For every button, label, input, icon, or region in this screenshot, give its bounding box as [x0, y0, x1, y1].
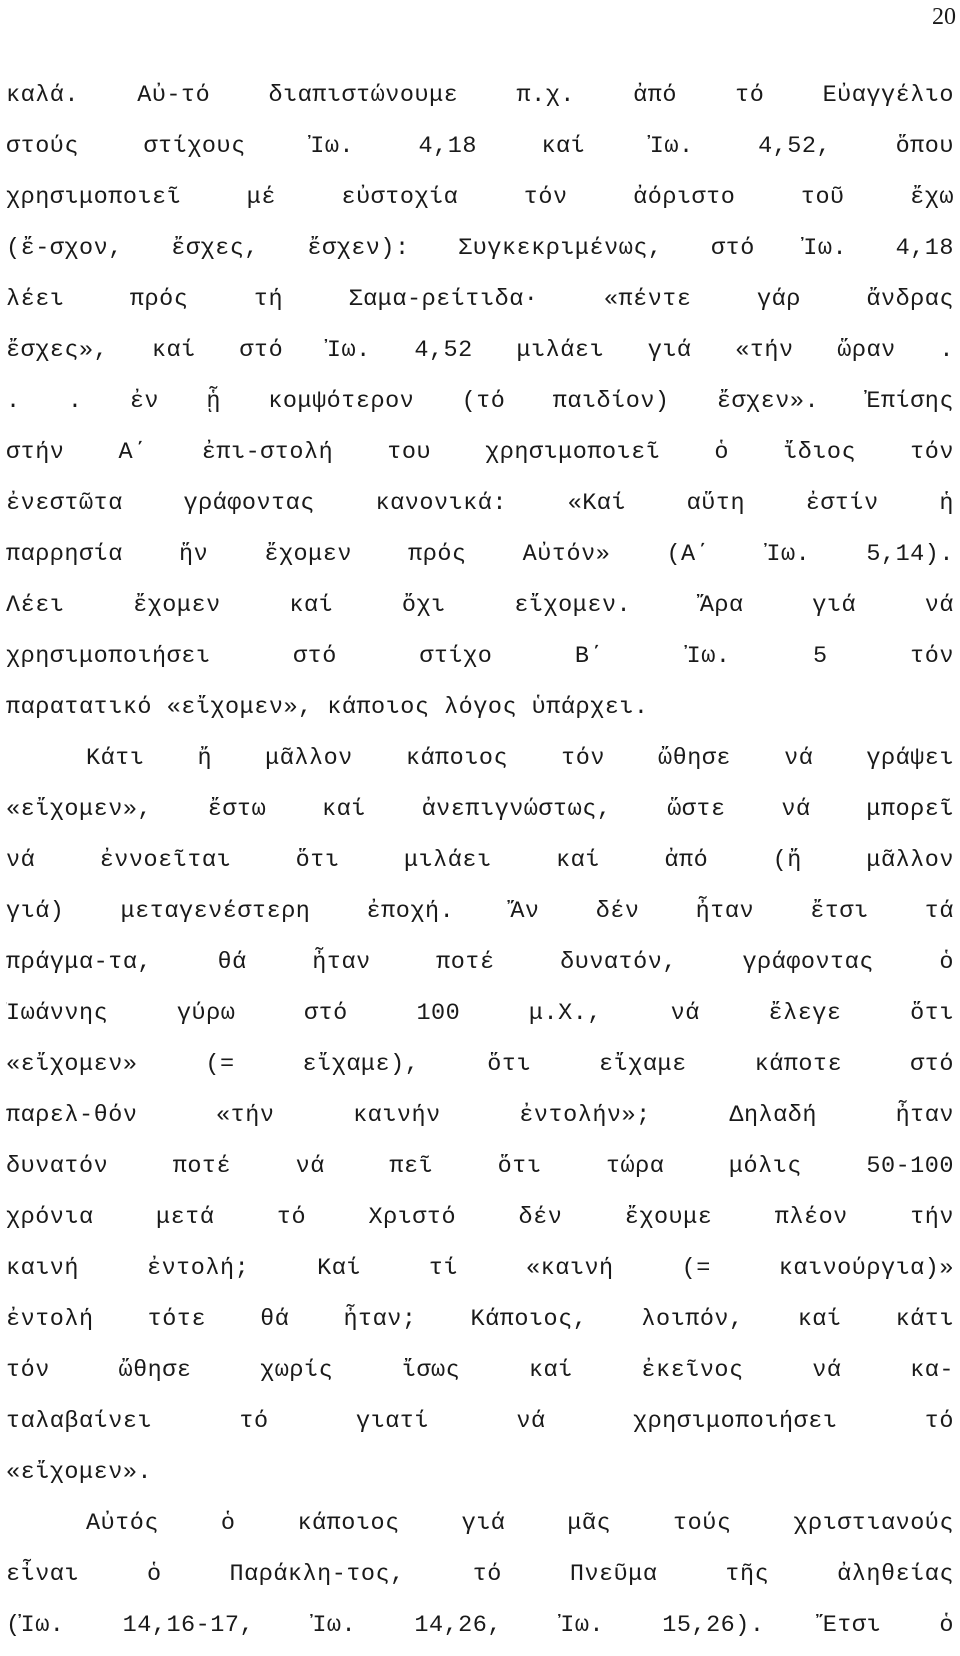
text-line: εἶναι ὁ Παράκλη-τος, τό Πνεῦμα τῆς ἀληθείας	[6, 1561, 954, 1588]
text-line: παρελ-θόν «τήν καινήν ἐντολήν»; Δηλαδή ἦταν	[6, 1102, 954, 1129]
text-line: γιά) μεταγενέστερη ἐποχή. Ἄν δέν ἦταν ἔτσι τά	[6, 898, 954, 925]
text-line: ταλαβαίνει τό γιατί νά χρησιμοποιήσει τό	[6, 1408, 954, 1435]
text-line: «εἴχομεν».	[6, 1459, 153, 1486]
text-line: Κάτι ἤ μᾶλλον κάποιος τόν ὤθησε νά γράψει	[86, 745, 954, 772]
text-line: «εἴχομεν» (= εἴχαμε), ὅτι εἴχαμε κάποτε στό	[6, 1051, 954, 1078]
text-line: χρησιμοποιεῖ μέ εὐστοχία τόν ἀόριστο τοῦ ἔχω	[6, 184, 954, 211]
text-line: χρόνια μετά τό Χριστό δέν ἔχουμε πλέον τήν	[6, 1204, 954, 1231]
text-line: (ἔ-σχον, ἔσχες, ἔσχεν): Συγκεκριμένως, στό Ἰω. 4,18	[6, 235, 954, 262]
text-line: (Ἰω. 14,16-17, Ἰω. 14,26, Ἰω. 15,26). Ἔτσι ὁ	[6, 1612, 954, 1639]
text-line: ἔσχες», καί στό Ἰω. 4,52 μιλάει γιά «τήν ὥραν .	[6, 337, 954, 364]
text-line: καινή ἐντολή; Καί τί «καινή (= καινούργια)»	[6, 1255, 954, 1282]
text-line: δυνατόν ποτέ νά πεῖ ὅτι τώρα μόλις 50-100	[6, 1153, 954, 1180]
text-line: Αὐτός ὁ κάποιος γιά μᾶς τούς χριστιανούς	[86, 1510, 954, 1537]
text-line: στούς στίχους Ἰω. 4,18 καί Ἰω. 4,52, ὅπου	[6, 133, 954, 160]
text-line: παρρησία ἥν ἔχομεν πρός Αὐτόν» (Α΄ Ἰω. 5,14).	[6, 541, 954, 568]
body-text	[6, 75, 954, 1656]
text-line: ἐντολή τότε θά ἦταν; Κάποιος, λοιπόν, καί κάτι	[6, 1306, 954, 1333]
text-line: «εἴχομεν», ἔστω καί ἀνεπιγνώστως, ὥστε νά μπορεῖ	[6, 796, 954, 823]
text-line: Ἰωάννης γύρω στό 100 μ.Χ., νά ἔλεγε ὅτι	[6, 1000, 954, 1027]
text-line: ἐνεστῶτα γράφοντας κανονικά: «Καί αὕτη ἐστίν ἡ	[6, 490, 954, 517]
text-line: . . ἐν ᾗ κομψότερον (τό παιδίον) ἔσχεν». Ἐπίσης	[6, 388, 954, 415]
text-line: χρησιμοποιήσει στό στίχο Β΄ Ἰω. 5 τόν	[6, 643, 954, 670]
text-line: στήν Α΄ ἐπι-στολή του χρησιμοποιεῖ ὁ ἴδιος τόν	[6, 439, 954, 466]
text-line: τόν ὤθησε χωρίς ἴσως καί ἐκεῖνος νά κα-	[6, 1357, 954, 1384]
text-line: παρατατικό «εἴχομεν», κάποιος λόγος ὑπάρχει.	[6, 694, 649, 721]
text-line: καλά. Αὐ-τό διαπιστώνουμε π.χ. ἀπό τό Εὐαγγέλιο	[6, 82, 954, 109]
text-line: νά ἐννοεῖται ὅτι μιλάει καί ἀπό (ἤ μᾶλλον	[6, 847, 954, 874]
text-line: Λέει ἔχομεν καί ὄχι εἴχομεν. Ἄρα γιά νά	[6, 592, 954, 619]
text-line: πράγμα-τα, θά ἦταν ποτέ δυνατόν, γράφοντας ὁ	[6, 949, 954, 976]
text-line: λέει πρός τή Σαμα-ρείτιδα· «πέντε γάρ ἄνδρας	[6, 286, 954, 313]
page-number: 20	[932, 4, 956, 30]
